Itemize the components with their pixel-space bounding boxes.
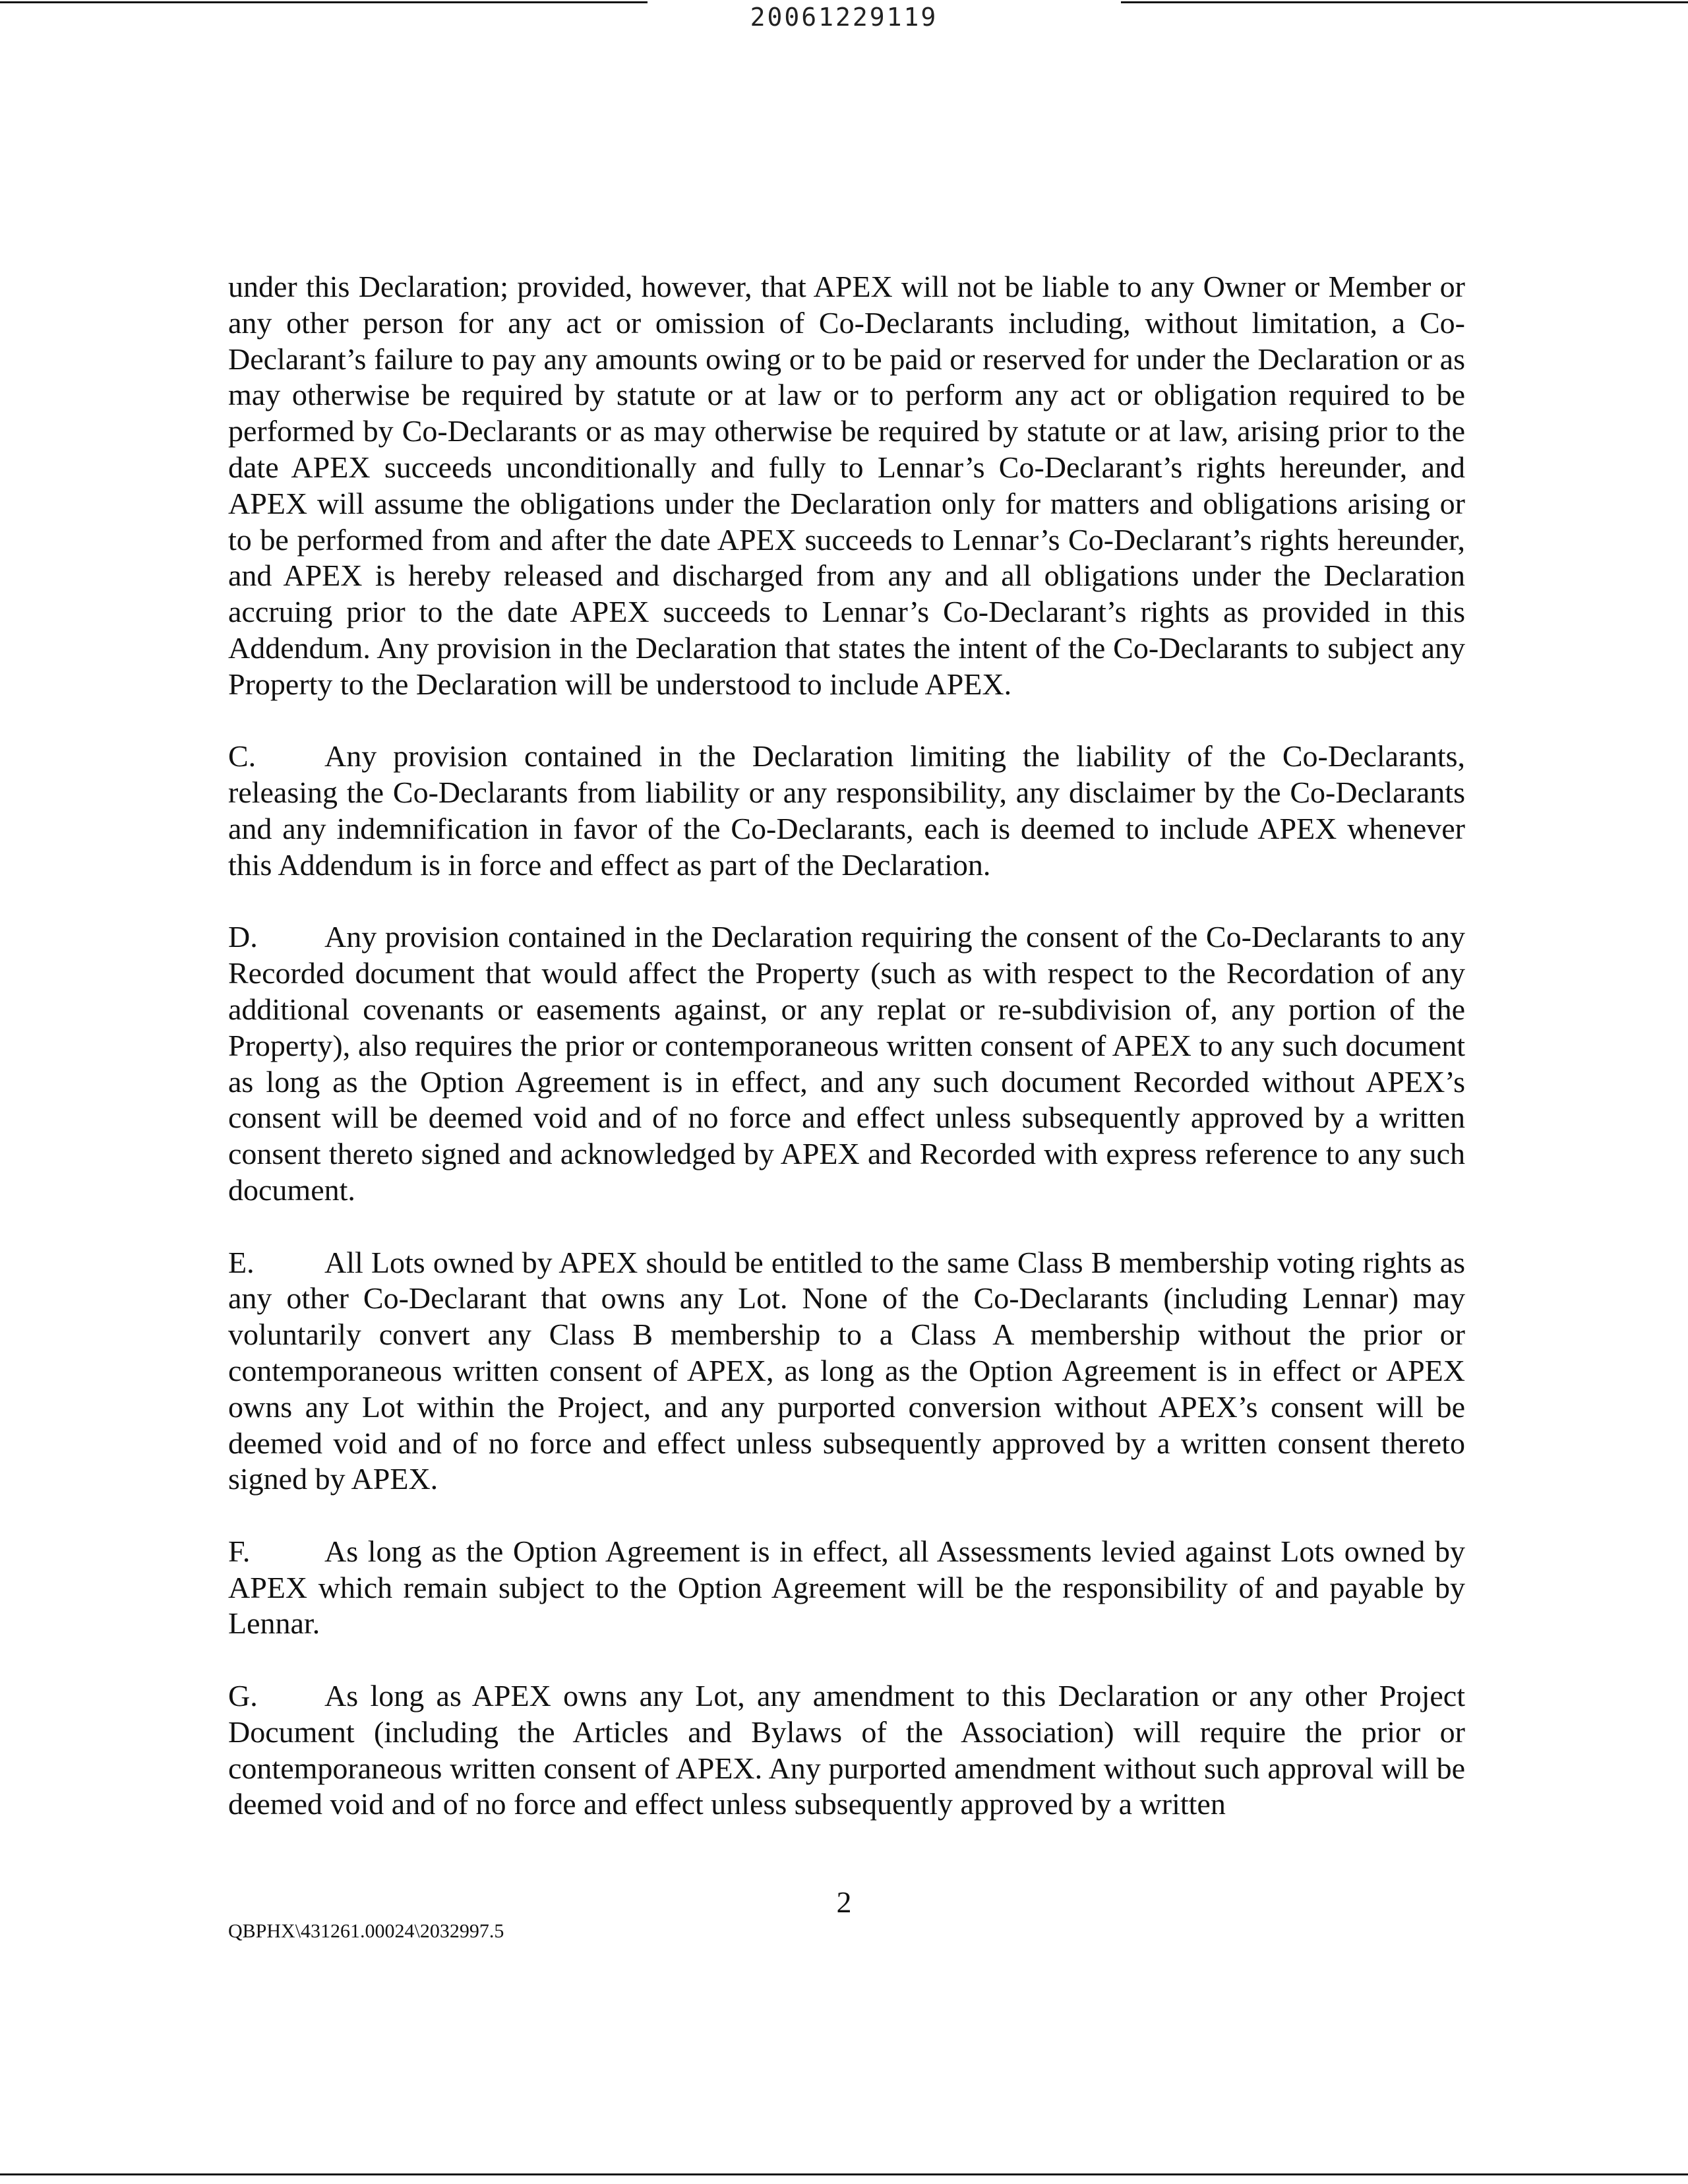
paragraph-letter: C. [228, 739, 256, 774]
paragraph-text: As long as APEX owns any Lot, any amendment to this Declaration or any other Project Document (including the Articles and Bylaws of the Association) will require the prior or contemporaneous written consent of APEX. Any purported amendment without such approval will be deemed void and of no force and effect unless subsequently approved by a written [228, 1679, 1465, 1821]
paragraph-letter: F. [228, 1534, 251, 1568]
paragraph-text: All Lots owned by APEX should be entitled to the same Class B membership voting rights as any other Co-Declarant that owns any Lot. None of the Co-Declarants (including Lennar) may voluntarily convert any Class B membership to a Class A membership without the prior or contemporaneous written consent of APEX, as long as the Option Agreement is in effect or APEX owns any Lot within the Project, and any purported conversion without APEX’s consent will be deemed void and of no force and effect unless subsequently approved by a written consent thereto signed by APEX. [228, 1245, 1465, 1496]
paragraph-letter: E. [228, 1245, 255, 1279]
paragraph-g [228, 1678, 1465, 1823]
paragraph-e [228, 1245, 1465, 1498]
recording-number-stamp: 20061229119 [750, 3, 938, 32]
paragraph-f [228, 1534, 1465, 1642]
paragraph-letter: D. [228, 920, 258, 954]
paragraph-d [228, 919, 1465, 1208]
document-id: QBPHX\431261.00024\2032997.5 [228, 1920, 504, 1942]
paragraph-text: under this Declaration; provided, however, that APEX will not be liable to any Owner or Member or any other person for any act or omission of Co-Declarants including, without limitation, a Co-Declarant’s failure to pay any amounts owing or to be paid or reserved for under the Declaration or as may otherwise be required by statute or at law or to perform any act or obligation required to be performed by Co-Declarants or as may otherwise be required by statute or at law, arising prior to the date APEX succeeds unconditionally and fully to Lennar’s Co-Declarant’s rights hereunder, and APEX will assume the obligations under the Declaration only for matters and obligations arising or to be performed from and after the date APEX succeeds to Lennar’s Co-Declarant’s rights hereunder, and APEX is hereby released and discharged from any and all obligations under the Declaration accruing prior to the date APEX succeeds to Lennar’s Co-Declarant’s rights as provided in this Addendum. Any provision in the Declaration that states the intent of the Co-Declarants to subject any Property to the Declaration will be understood to include APEX. [228, 270, 1465, 701]
paragraph-text: Any provision contained in the Declaration limiting the liability of the Co-Declarants, releasing the Co-Declarants from liability or any responsibility, any disclaimer by the Co-Declarants and any indemnification in favor of the Co-Declarants, each is deemed to include APEX whenever this Addendum is in force and effect as part of the Declaration. [228, 739, 1465, 882]
paragraph-c [228, 739, 1465, 883]
paragraph-text: Any provision contained in the Declaration requiring the consent of the Co-Declarants to any Recorded document that would affect the Property (such as with respect to the Recordation of any additional covenants or easements against, or any replat or re-subdivision of, any portion of the Property), also requires the prior or contemporaneous written consent of APEX to any such document as long as the Option Agreement is in effect, and any such document Recorded without APEX’s consent will be deemed void and of no force and effect unless subsequently approved by a written consent thereto signed and acknowledged by APEX and Recorded with express reference to any such document. [228, 920, 1465, 1207]
paragraph-continued [228, 269, 1465, 703]
paragraph-text: As long as the Option Agreement is in effect, all Assessments levied against Lots owned by APEX which remain subject to the Option Agreement will be the responsibility of and payable by Lennar. [228, 1534, 1465, 1641]
bottom-border [0, 2173, 1688, 2175]
paragraph-letter: G. [228, 1679, 258, 1713]
document-body [228, 269, 1465, 1859]
page-number: 2 [836, 1885, 852, 1919]
